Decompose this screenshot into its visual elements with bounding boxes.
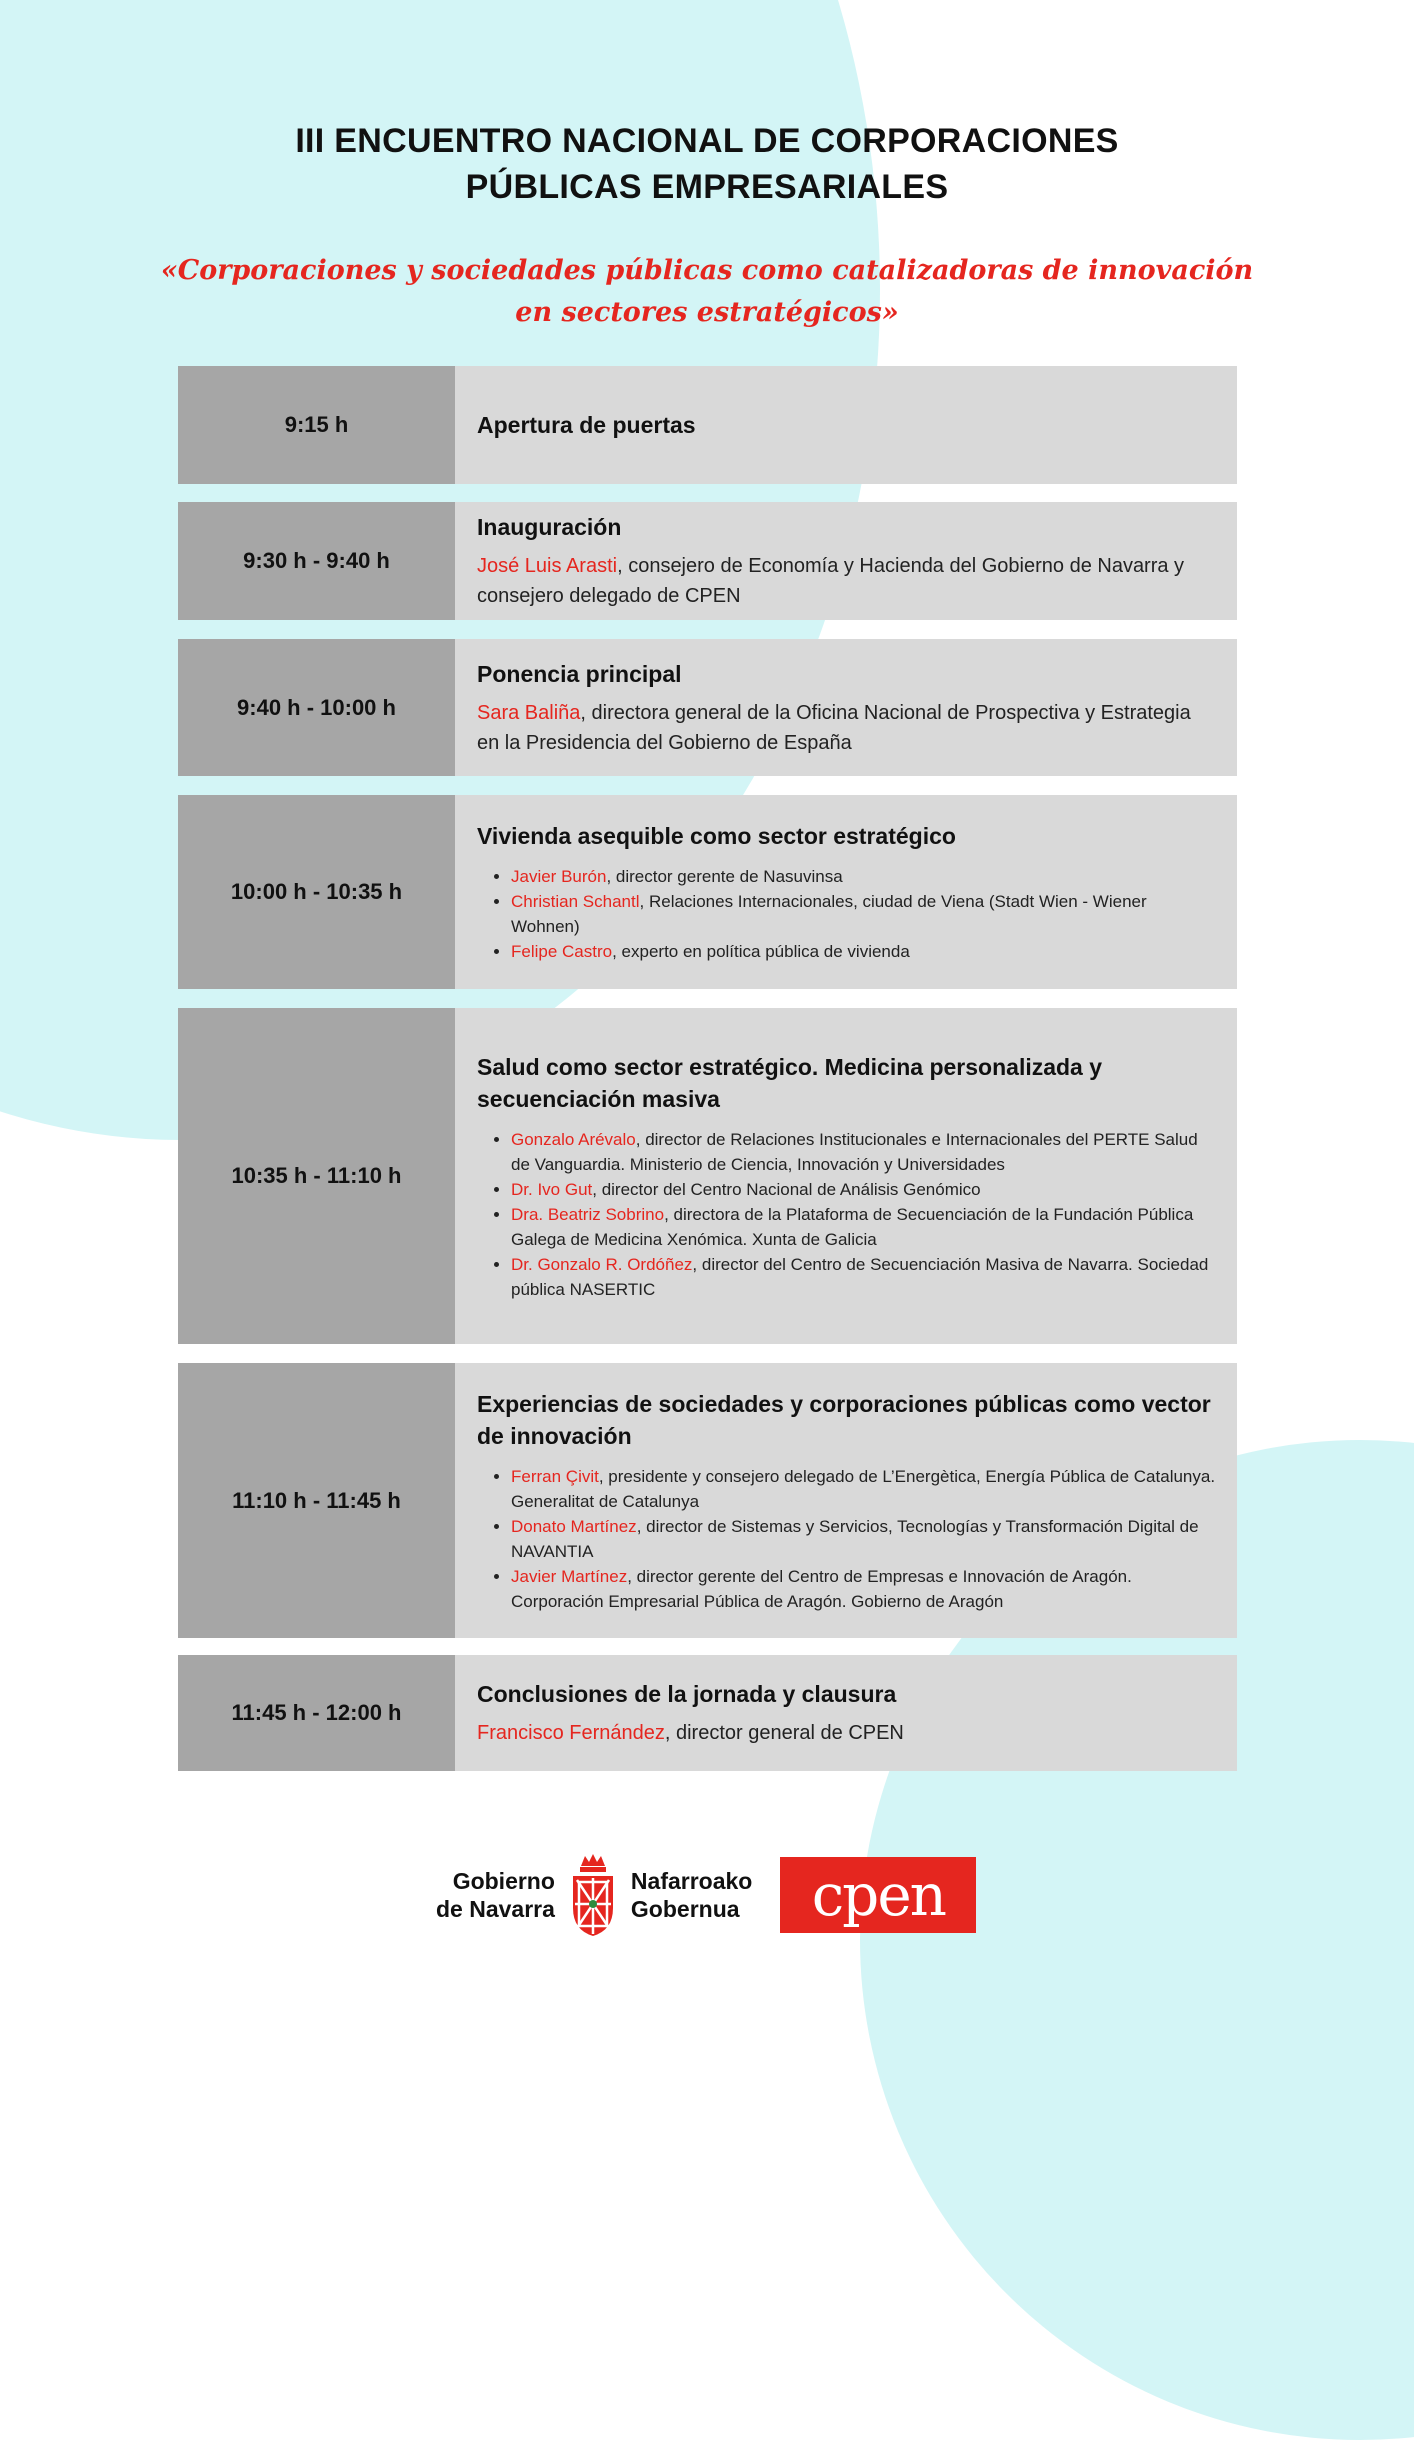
- agenda-title: Experiencias de sociedades y corporaciones públicas como vector de innovación: [477, 1390, 1211, 1449]
- agenda-content: [455, 795, 1237, 989]
- gov-left-line-2: de Navarra: [436, 1896, 555, 1922]
- speaker-name: Felipe Castro: [511, 942, 613, 961]
- speaker-name: Sara Baliña: [477, 701, 581, 724]
- list-item: [511, 1127, 1217, 1177]
- agenda-row-housing: [178, 795, 1237, 989]
- agenda-row-closing: [178, 1655, 1237, 1771]
- page-title: [0, 118, 1414, 210]
- agenda-content: [455, 366, 1237, 484]
- agenda-time: 9:15 h: [178, 366, 455, 484]
- list-item: [511, 1202, 1217, 1252]
- gov-left-line-1: Gobierno: [452, 1868, 555, 1894]
- speaker-description: , director general de CPEN: [664, 1722, 904, 1744]
- agenda-time: 9:40 h - 10:00 h: [178, 639, 455, 776]
- agenda-speaker-text: [477, 698, 1217, 758]
- agenda-content: [455, 1008, 1237, 1344]
- speaker-name: Javier Burón: [511, 867, 607, 886]
- speaker-list: [477, 1464, 1217, 1614]
- agenda-content: [455, 1655, 1237, 1771]
- speaker-description: , consejero de Economía y Hacienda del Gobierno de Navarra y consejero delegado de CPEN: [477, 555, 1185, 607]
- list-item: [511, 1252, 1217, 1302]
- list-item: [511, 889, 1217, 939]
- page-subtitle: «Corporaciones y sociedades públicas como catalizadoras de innovación en sectores estratégicos»: [160, 255, 1254, 328]
- speaker-name: José Luis Arasti: [477, 555, 618, 577]
- navarra-coat-of-arms-icon: [567, 1852, 619, 1938]
- speaker-description: , Relaciones Internacionales, ciudad de Viena (Stadt Wien - Wiener Wohnen): [511, 892, 1147, 936]
- gobierno-navarra-text: [436, 1867, 555, 1923]
- gov-right-line-1: Nafarroako: [630, 1868, 753, 1894]
- speaker-description: , director de Relaciones Institucionales e Internacionales del PERTE Salud de Vanguardia. Ministerio de Ciencia, Innovación y Universidades: [511, 1129, 1198, 1174]
- agenda-content: [455, 502, 1237, 620]
- speaker-description: , experto en política pública de vivienda: [612, 942, 910, 961]
- speaker-description: , director gerente de Nasuvinsa: [606, 867, 843, 886]
- nafarroako-gobernua-text: [631, 1867, 752, 1923]
- speaker-name: Dr. Ivo Gut: [511, 1179, 593, 1199]
- agenda-row-inauguration: [178, 502, 1237, 620]
- list-item: [511, 1514, 1217, 1564]
- agenda-row-keynote: [178, 639, 1237, 776]
- agenda-row-opening: [178, 366, 1237, 484]
- speaker-name: Francisco Fernández: [477, 1722, 665, 1744]
- agenda-title: Conclusiones de la jornada y clausura: [477, 1681, 897, 1707]
- speaker-name: Dr. Gonzalo R. Ordóñez: [511, 1254, 693, 1274]
- speaker-description: , director gerente del Centro de Empresas e Innovación de Aragón. Corporación Empresarial Pública de Aragón. Gobierno de Aragón: [511, 1566, 1132, 1611]
- speaker-name: Dra. Beatriz Sobrino: [511, 1204, 665, 1224]
- speaker-description: , director del Centro de Secuenciación Masiva de Navarra. Sociedad pública NASERTIC: [511, 1254, 1209, 1299]
- title-line-1: III ENCUENTRO NACIONAL DE CORPORACIONES: [295, 122, 1119, 160]
- agenda-content: [455, 639, 1237, 776]
- speaker-description: , directora general de la Oficina Nacional de Prospectiva y Estrategia en la Presidencia del Gobierno de España: [477, 701, 1191, 754]
- agenda-content: [455, 1363, 1237, 1638]
- agenda-time: 10:35 h - 11:10 h: [178, 1008, 455, 1344]
- footer-logos: [436, 1852, 976, 1938]
- agenda-time: 11:45 h - 12:00 h: [178, 1655, 455, 1771]
- speaker-name: Gonzalo Arévalo: [511, 1129, 636, 1149]
- agenda-speaker-text: [477, 551, 1217, 611]
- speaker-name: Christian Schantl: [511, 892, 640, 911]
- list-item: [511, 1177, 1217, 1202]
- agenda-time: 9:30 h - 9:40 h: [178, 502, 455, 620]
- speaker-name: Donato Martínez: [511, 1516, 637, 1536]
- speaker-description: , directora de la Plataforma de Secuenciación de la Fundación Pública Galega de Medicina Xenómica. Xunta de Galicia: [511, 1204, 1194, 1249]
- agenda-title: Vivienda asequible como sector estratégico: [477, 823, 956, 849]
- agenda-title: Salud como sector estratégico. Medicina personalizada y secuenciación masiva: [477, 1053, 1103, 1112]
- speaker-list: [477, 864, 1217, 964]
- agenda-time: 11:10 h - 11:45 h: [178, 1363, 455, 1638]
- title-line-2: PÚBLICAS EMPRESARIALES: [465, 168, 949, 206]
- list-item: [511, 1564, 1217, 1614]
- agenda-title: Apertura de puertas: [477, 412, 696, 438]
- agenda-title: Ponencia principal: [477, 660, 682, 687]
- agenda-title: Inauguración: [477, 514, 622, 540]
- speaker-description: , director del Centro Nacional de Análisis Genómico: [592, 1179, 981, 1199]
- speaker-list: [477, 1127, 1217, 1302]
- agenda-row-health: [178, 1008, 1237, 1344]
- speaker-name: Javier Martínez: [511, 1566, 628, 1586]
- agenda-time: 10:00 h - 10:35 h: [178, 795, 455, 989]
- gov-right-line-2: Gobernua: [630, 1896, 740, 1922]
- list-item: [511, 1464, 1217, 1514]
- list-item: [511, 939, 1217, 964]
- cpen-logo: cpen: [780, 1857, 976, 1933]
- agenda-row-experiences: [178, 1363, 1237, 1638]
- list-item: [511, 864, 1217, 889]
- agenda-speaker-text: [477, 1718, 1217, 1748]
- speaker-description: , director de Sistemas y Servicios, Tecnologías y Transformación Digital de NAVANTIA: [511, 1516, 1199, 1561]
- speaker-description: , presidente y consejero delegado de L’Energètica, Energía Pública de Catalunya. Generalitat de Catalunya: [511, 1466, 1216, 1511]
- speaker-name: Ferran Çivit: [511, 1466, 599, 1486]
